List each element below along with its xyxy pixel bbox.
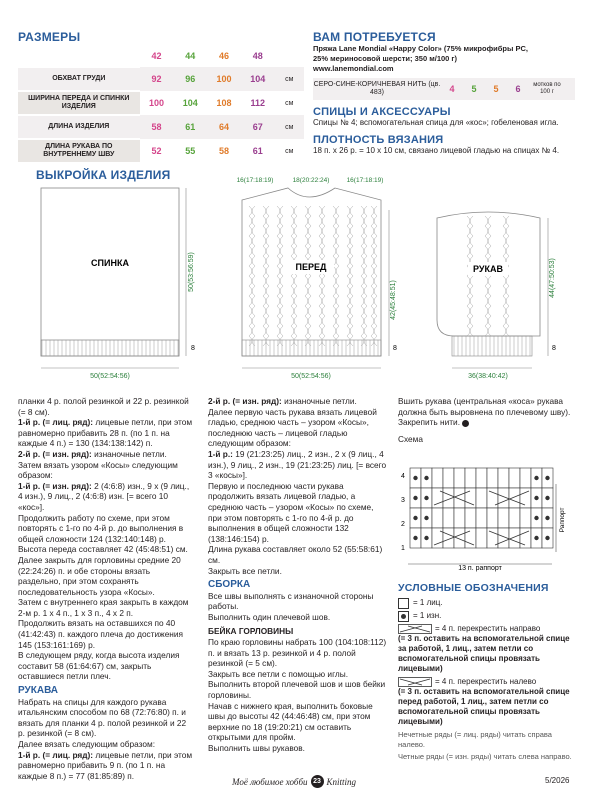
legend-heading: УСЛОВНЫЕ ОБОЗНАЧЕНИЯ bbox=[398, 582, 549, 594]
chart-repeat-horizontal: 13 п. раппорт bbox=[458, 565, 502, 572]
size-value: 100 bbox=[148, 98, 164, 108]
front-label: ПЕРЕД bbox=[295, 262, 327, 272]
sleeve-height: 44(47:50:53) bbox=[549, 258, 556, 298]
yarn-color-name: СЕРО-СИНЕ-КОРИЧНЕВАЯ НИТЬ (цв. 483) bbox=[313, 81, 441, 96]
sleeve-label: РУКАВ bbox=[473, 264, 503, 274]
knit-stitch-icon bbox=[398, 598, 409, 609]
size-value: 58 bbox=[219, 146, 230, 156]
purl-dot bbox=[534, 496, 538, 500]
purl-dot bbox=[424, 496, 428, 500]
sizes-table bbox=[18, 44, 304, 164]
chart-cell bbox=[465, 508, 476, 528]
chart-cell bbox=[465, 488, 476, 508]
size-value: 67 bbox=[241, 115, 275, 139]
purl-dot bbox=[424, 536, 428, 540]
cable-right-icon bbox=[398, 624, 432, 634]
purl-dot bbox=[424, 516, 428, 520]
size-unit: см bbox=[275, 115, 304, 139]
end-mark-icon bbox=[462, 420, 469, 427]
sleeve-width: 36(38:40:42) bbox=[468, 373, 508, 380]
legend-knit: = 1 лиц. bbox=[413, 598, 443, 607]
purl-dot bbox=[545, 476, 549, 480]
needles-heading: СПИЦЫ И АКСЕССУАРЫ bbox=[313, 106, 451, 118]
issue-number: 5/2026 bbox=[545, 776, 570, 785]
chart-row-label: 3 bbox=[401, 497, 405, 504]
knitting-chart bbox=[398, 464, 578, 574]
back-rib-height: 8 bbox=[191, 345, 195, 352]
size-unit: см bbox=[285, 99, 294, 107]
size-value: 112 bbox=[250, 98, 266, 108]
size-row-label: ШИРИНА ПЕРЕДА И СПИНКИ ИЗДЕЛИЯ bbox=[18, 91, 140, 115]
cable-left-icon bbox=[398, 677, 432, 687]
back-height: 50(53:56:59) bbox=[188, 252, 195, 292]
purl-dot bbox=[545, 516, 549, 520]
size-value: 61 bbox=[252, 146, 263, 156]
size-value: 108 bbox=[216, 98, 232, 108]
chart-cell bbox=[476, 468, 487, 488]
chart-cell bbox=[520, 488, 531, 508]
front-shoulder-left: 16(17:18:19) bbox=[236, 177, 274, 184]
yarn-qty: 6 bbox=[515, 84, 521, 94]
chart-repeat-vertical: Раппорт bbox=[559, 507, 566, 533]
yarn-qty: 5 bbox=[493, 84, 499, 94]
chart-row-label: 1 bbox=[401, 545, 405, 552]
chart-cell bbox=[443, 508, 454, 528]
size-value: 52 bbox=[151, 146, 162, 156]
purl-dot bbox=[413, 496, 417, 500]
purl-dot bbox=[534, 476, 538, 480]
front-height: 42(45:48:51) bbox=[390, 280, 397, 320]
yarn-line: Пряжа Lane Mondial «Happy Color» (75% микрофибры PC, bbox=[313, 44, 528, 53]
yarn-qty: 5 bbox=[471, 84, 477, 94]
size-value: 100 bbox=[207, 67, 241, 91]
size-header: 44 bbox=[185, 50, 196, 61]
chart-cell bbox=[487, 488, 498, 508]
chart-grid bbox=[410, 468, 553, 548]
sizes-heading: РАЗМЕРЫ bbox=[18, 30, 81, 44]
purl-dot bbox=[545, 536, 549, 540]
chart-cell bbox=[509, 528, 520, 548]
legend-cable-right-desc: (= 3 п. оставить на вспомогательной спице за работой, 1 лиц., затем петли со вспомогательной спицы провязать лицевыми) bbox=[398, 634, 570, 673]
front-rib-height: 8 bbox=[393, 345, 397, 352]
size-value: 58 bbox=[140, 115, 174, 139]
chart-cell bbox=[432, 488, 443, 508]
sleeves-heading: РУКАВА bbox=[18, 685, 59, 697]
legend-cable-right: = 4 п. перекрестить направо bbox=[435, 624, 541, 633]
note-odd-rows: Нечетные ряды (= лиц. ряды) читать справа налево. bbox=[398, 730, 552, 749]
purl-dot bbox=[424, 476, 428, 480]
chart-cell bbox=[520, 468, 531, 488]
size-value: 55 bbox=[185, 146, 196, 156]
size-row-label: ДЛИНА РУКАВА ПО ВНУТРЕННЕМУ ШВУ bbox=[18, 139, 140, 163]
chart-cell bbox=[509, 468, 520, 488]
chart-cell bbox=[454, 508, 465, 528]
chart-cell bbox=[432, 508, 443, 528]
chart-cell bbox=[487, 528, 498, 548]
page-number: 23 bbox=[311, 775, 324, 788]
needles-text: Спицы № 4; вспомогательная спица для «кос»; гобеленовая игла. bbox=[313, 118, 559, 127]
front-width: 50(52:54:56) bbox=[291, 373, 331, 380]
size-unit: см bbox=[285, 147, 294, 155]
gauge-heading: ПЛОТНОСТЬ ВЯЗАНИЯ bbox=[313, 134, 444, 146]
size-unit: см bbox=[275, 67, 304, 91]
chart-cell bbox=[520, 508, 531, 528]
size-header: 48 bbox=[252, 50, 263, 61]
note-even-rows: Четные ряды (= изн. ряды) читать слева направо. bbox=[398, 752, 572, 761]
chart-cell bbox=[509, 488, 520, 508]
chart-cell bbox=[476, 528, 487, 548]
chart-cell bbox=[487, 508, 498, 528]
gauge-text: 18 п. х 26 р. = 10 х 10 см, связано лицевой гладью на спицах № 4. bbox=[313, 146, 560, 155]
chart-row-label: 4 bbox=[401, 473, 405, 480]
pattern-schematic bbox=[0, 170, 593, 385]
yarn-qty: 4 bbox=[449, 84, 455, 94]
chart-cell bbox=[465, 528, 476, 548]
legend-cable-left: = 4 п. перекрестить налево bbox=[435, 677, 537, 686]
chart-cell bbox=[465, 468, 476, 488]
chart-cell bbox=[454, 488, 465, 508]
back-label: СПИНКА bbox=[91, 258, 129, 268]
purl-dot bbox=[534, 516, 538, 520]
size-header: 46 bbox=[219, 50, 230, 61]
footer-magazine: Моё любимое хобби 23 Knitting bbox=[232, 776, 357, 787]
legend-purl: = 1 изн. bbox=[413, 611, 442, 620]
size-value: 92 bbox=[140, 67, 174, 91]
purl-stitch-icon bbox=[398, 611, 409, 622]
instructions-col-1: планки 4 р. полой резинкой и 22 р. резинкой (= 8 см). 1-й р. (= лиц. ряд): лицевые петли, при этом равномерно прибавить 28 п. (по 1 п. на каждые 4 п.) = 130 (134:138:142) п. 2-й р. (= изн. ряд): изнаночные петли. Затем вязать узором «Косы» следующим образом: 1-й р. (= изн. ряд): 2 (4:6:8) изн., 9 х (9 лиц., 4 изн.), 9 лиц., 2 (4:6:8) изн. [= всего 10 «кос»]. Продолжить работу по схеме, при этом повторять с 1-го по 4-й р. до выполнения в общей сложности 124 (132:140:148) р. Высота переда составляет 42 (45:48:51) см. Далее закрыть для горловины средние 20 (22:24:26) п. и обе стороны вязать раздельно, при этом сохранять последовательность узора «Косы». Затем с внутреннего края закрыть в каждом 2-м р. 1 х 4 п., 1 х 3 п., 4 х 2 п. Продолжить вязать на оставшихся по 40 (41:42:43) п. каждого плеча до достижения 145 (153:161:169) р. В следующем ряду, когда высота изделия составит 58 (61:64:67) см, закрыть оставшиеся петли плеч. РУКАВА Набрать на спицы для каждого рукава итальянским способом по 68 (72:76:80) п. и вязать для планки 4 р. полой резинкой и 22 р. резинкой (= 8 см). Далее вязать следующим образом: 1-й р. (= лиц. ряд): лицевые петли, при этом равномерно прибавить 9 п. (по 1 п. на каждые 8 п.) = 77 (81:85:89) п. bbox=[18, 396, 193, 781]
sleeve-piece bbox=[437, 212, 540, 356]
front-neck-width: 18(20:22:24) bbox=[292, 177, 330, 184]
yarn-color-row bbox=[313, 78, 575, 100]
assembly-heading: СБОРКА bbox=[208, 579, 251, 591]
size-row-label: ДЛИНА ИЗДЕЛИЯ bbox=[18, 115, 140, 139]
back-piece bbox=[41, 188, 179, 356]
chart-cell bbox=[432, 528, 443, 548]
chart-cell bbox=[454, 468, 465, 488]
chart-cell bbox=[509, 508, 520, 528]
purl-dot bbox=[413, 536, 417, 540]
legend bbox=[398, 582, 578, 762]
size-value: 104 bbox=[241, 67, 275, 91]
size-value: 96 bbox=[173, 67, 207, 91]
purl-dot bbox=[545, 496, 549, 500]
chart-cell bbox=[487, 468, 498, 488]
sleeve-rib-height: 8 bbox=[552, 345, 556, 352]
size-value: 61 bbox=[173, 115, 207, 139]
yarn-website: www.lanemondial.com bbox=[313, 64, 394, 73]
size-header: 42 bbox=[151, 50, 162, 61]
chart-cell bbox=[498, 468, 509, 488]
size-value: 64 bbox=[207, 115, 241, 139]
chart-row-label: 2 bbox=[401, 521, 405, 528]
neckband-heading: БЕЙКА ГОРЛОВИНЫ bbox=[208, 626, 294, 637]
purl-dot bbox=[534, 536, 538, 540]
instructions-col-2: 2-й р. (= изн. ряд): изнаночные петли. Далее первую часть рукава вязать лицевой гладью, среднюю часть – узором «Косы», последнюю часть – лицевой гладью следующим образом: 1-й р.: 19 (21:23:25) лиц., 2 изн., 2 х (9 лиц., 4 изн.), 9 лиц., 2 изн., 19 (21:23:25) лиц. [= всего 3 «косы»]. Первую и последнюю части рукава продолжить вязать лицевой гладью, а среднюю часть – узором «Косы» по схеме, при этом повторять с 1-го по 4-й р. до выполнения в общей сложности 132 (138:146:154) р. Длина рукава составляет около 52 (55:58:61) см. Закрыть все петли. СБОРКА Все швы выполнять с изнаночной стороны работы. Выполнить один плечевой шов. БЕЙКА ГОРЛОВИНЫ По краю горловины набрать 100 (104:108:112) п. и вязать 13 р. резинкой и 4 р. полой резинкой (= 5 см). Закрыть все петли с помощью иглы. Выполнить второй плечевой шов и шов бейки горловины. Начав с нижнего края, выполнить боковые швы до высоты 42 (44:46:48) см, при этом верхние по 18 (19:20:21) см оставить открытыми для пройм. Выполнить швы рукавов. bbox=[208, 396, 387, 753]
front-shoulder-right: 16(17:18:19) bbox=[346, 177, 384, 184]
pattern-heading: ВЫКРОЙКА ИЗДЕЛИЯ bbox=[36, 168, 171, 182]
chart-cell bbox=[498, 508, 509, 528]
chart-cell bbox=[443, 468, 454, 488]
chart-cell bbox=[476, 488, 487, 508]
instructions-col-3: Вшить рукава (центральная «коса» рукава должна быть выровнена по плечевому шву). Закрепить нити. Схема bbox=[398, 396, 578, 444]
yarn-block bbox=[313, 44, 575, 156]
yarn-line: 25% мериносовой шерсти; 350 м/100 г) bbox=[313, 54, 458, 63]
size-value: 104 bbox=[182, 98, 198, 108]
chart-cell bbox=[520, 528, 531, 548]
chart-cell bbox=[432, 468, 443, 488]
yarn-qty-unit: мотков по 100 г bbox=[533, 82, 561, 95]
purl-dot bbox=[413, 516, 417, 520]
materials-heading: ВАМ ПОТРЕБУЕТСЯ bbox=[313, 30, 436, 44]
size-row-label: ОБХВАТ ГРУДИ bbox=[18, 67, 140, 91]
chart-cell bbox=[476, 508, 487, 528]
purl-dot bbox=[413, 476, 417, 480]
back-width: 50(52:54:56) bbox=[90, 373, 130, 380]
chart-cell bbox=[454, 528, 465, 548]
chart-title: Схема bbox=[398, 433, 423, 444]
legend-cable-left-desc: (= 3 п. оставить на вспомогательной спице перед работой, 1 лиц., затем петли со вспомогательной спицы провязать лицевыми) bbox=[398, 687, 570, 726]
